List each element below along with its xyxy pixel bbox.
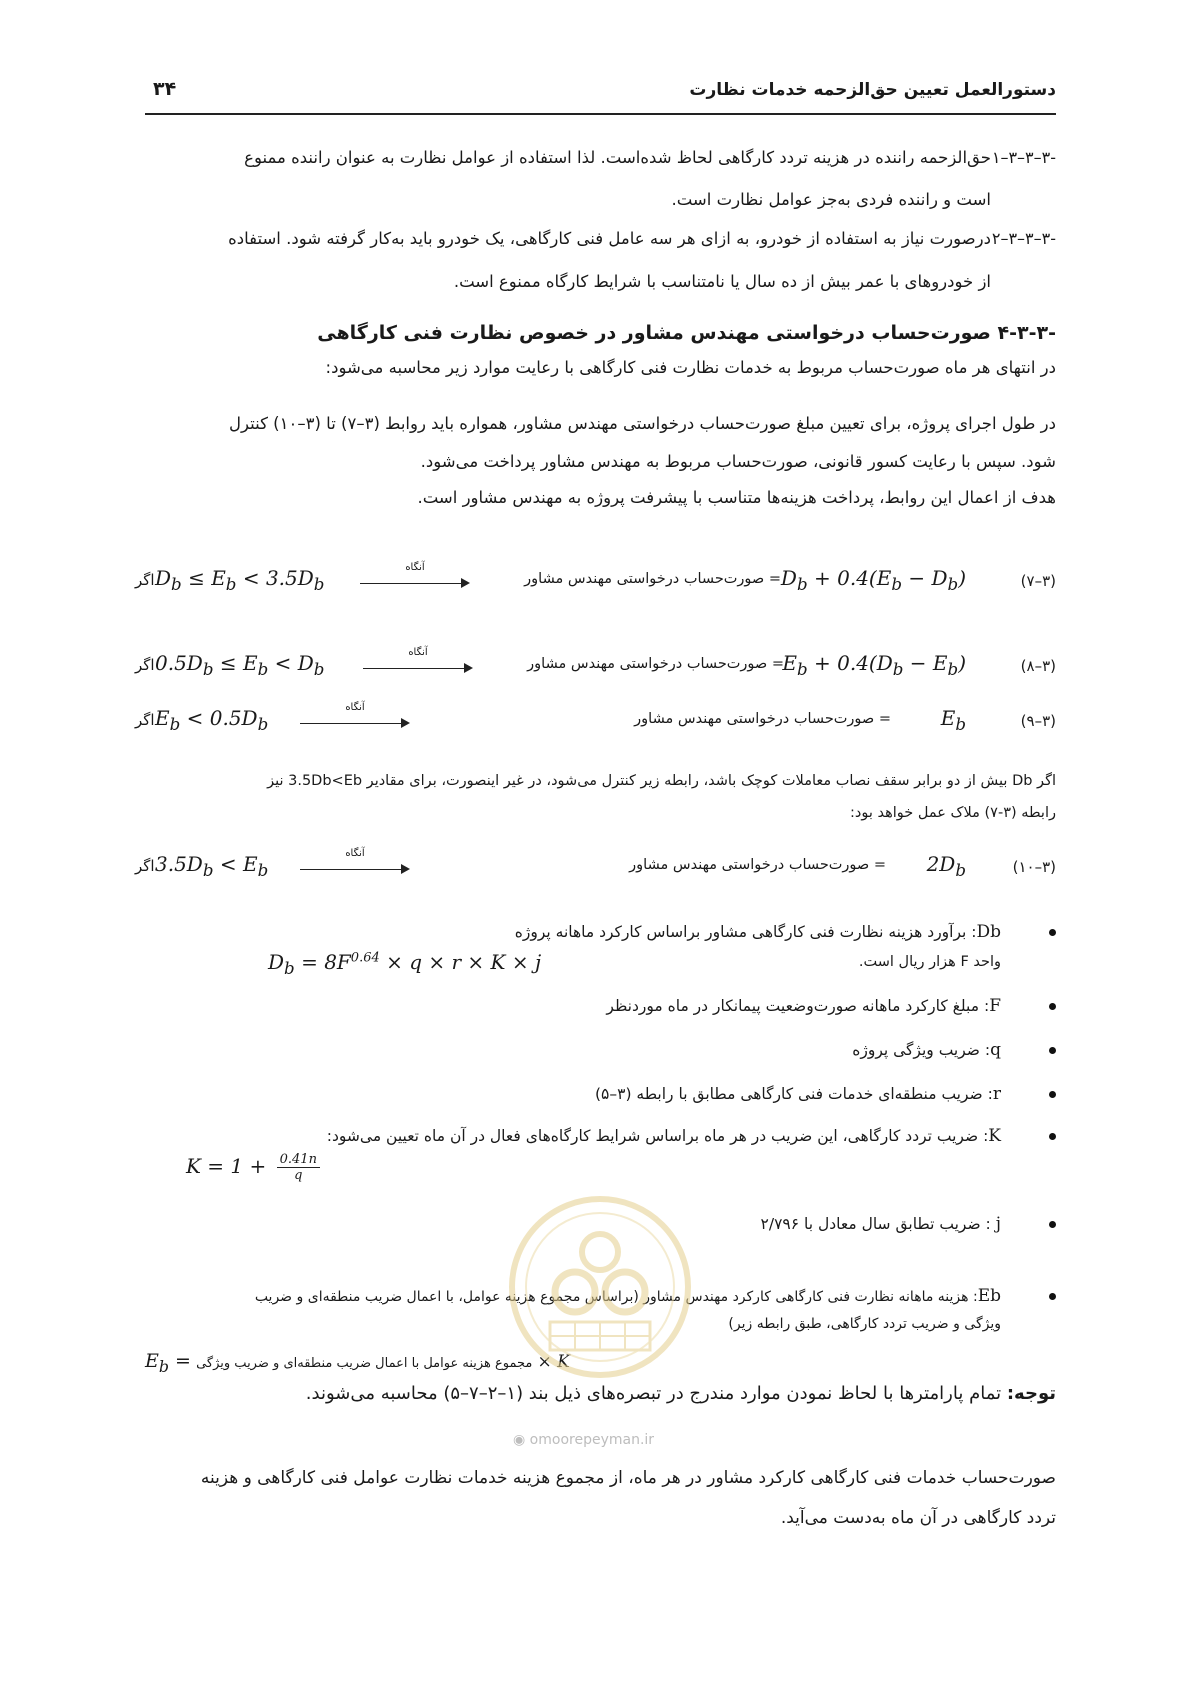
unit-note: واحد F هزار ریال است. xyxy=(858,954,1001,970)
formula-k-lhs: K = 1 + xyxy=(186,1154,273,1178)
item-number: ۱–۳–۳–۳- xyxy=(991,148,1056,167)
then-arrow xyxy=(300,702,410,738)
definition-text: : ضریب تردد کارگاهی، این ضریب در هر ماه براساس شرایط کارگاه‌های فعال در آن ماه تعیین می‌شود: xyxy=(326,1127,989,1145)
if-label: اگر xyxy=(135,571,155,589)
equation-number: (۳–۸) xyxy=(1020,657,1056,675)
definition-text: : ضریب تطابق سال معادل با ۲/۷۹۶ xyxy=(760,1215,996,1233)
formula-db: $D_b = 8F^{0.64} \times q \times r \times K \times j$ xyxy=(268,950,542,978)
symbol-name: F xyxy=(989,996,1001,1016)
symbol-name: Eb xyxy=(977,1286,1001,1306)
arrow-label: آنگاه xyxy=(345,702,365,713)
formula-eb-lhs: $E_b$ = xyxy=(145,1350,191,1376)
definition-text-continued: ویژگی و ضریب تردد کارگاهی، طبق رابطه زیر) xyxy=(728,1316,1001,1332)
bullet-icon xyxy=(1049,929,1056,936)
section-number: ۴-۳-۳- xyxy=(997,322,1056,344)
bullet-icon xyxy=(1049,1047,1056,1054)
note-label: توجه: xyxy=(1006,1383,1056,1404)
equation-row xyxy=(135,647,1056,687)
item-text-continued: از خودروهای با عمر بیش از ده سال یا نامتناسب با شرایط کارگاه ممنوع است. xyxy=(453,272,991,291)
item-text: حق‌الزحمه راننده در هزینه تردد کارگاهی لحاظ شده‌است. لذا استفاده از عوامل نظارت به عنوان راننده ممنوع xyxy=(244,148,991,167)
definition-item xyxy=(136,1034,1056,1066)
paragraph: شود. سپس با رعایت کسور قانونی، صورت‌حساب مربوط به مهندس مشاور پرداخت می‌شود. xyxy=(420,452,1056,471)
then-arrow xyxy=(360,562,470,598)
bullet-icon xyxy=(1049,1091,1056,1098)
if-label: اگر xyxy=(135,656,155,674)
then-arrow xyxy=(300,848,410,884)
equation-condition: $D_b \le E_b < 3.5D_b$ xyxy=(155,566,325,594)
equation-number: (۳–۹) xyxy=(1020,712,1056,730)
equation-label: = صورت‌حساب درخواستی مهندس مشاور xyxy=(527,656,784,672)
definition-item xyxy=(136,1078,1056,1110)
item-text-continued: است و راننده فردی به‌جز عوامل نظارت است. xyxy=(671,190,991,209)
equation-rhs: $2D_b$ xyxy=(926,852,966,880)
definition-text: : هزینه ماهانه نظارت فنی کارگاهی کارکرد مهندس مشاور (براساس مجموع هزینه عوامل، با اعمال ضریب منطقه‌ای و ضریب xyxy=(254,1289,978,1305)
then-arrow xyxy=(363,647,473,683)
equation-rhs: $E_b + 0.4(D_b - E_b)$ xyxy=(782,651,966,679)
fraction-numerator: 0.41n xyxy=(277,1152,320,1168)
closing-paragraph: تردد کارگاهی در آن ماه به‌دست می‌آید. xyxy=(780,1508,1056,1528)
bullet-icon xyxy=(1049,1221,1056,1228)
symbol-name: Db xyxy=(976,922,1001,942)
watermark-url: ◉ omoorepeyman.ir xyxy=(513,1432,655,1448)
section-title: صورت‌حساب درخواستی مهندس مشاور در خصوص نظارت فنی کارگاهی xyxy=(317,322,991,344)
bullet-icon xyxy=(1049,1133,1056,1140)
formula-k xyxy=(186,1152,320,1183)
definition-text: : ضریب منطقه‌ای خدمات فنی کارگاهی مطابق با رابطه (۳–۵) xyxy=(594,1085,993,1103)
watermark-seal xyxy=(505,1192,695,1422)
formula-eb-text: مجموع هزینه عوامل با اعمال ضریب منطقه‌ای و ضریب ویژگی xyxy=(196,1356,533,1371)
definition-text: : مبلغ کارکرد ماهانه صورت‌وضعیت پیمانکار در ماه موردنظر xyxy=(606,997,990,1015)
equation-label: = صورت‌حساب درخواستی مهندس مشاور xyxy=(629,857,886,873)
page-header-title: دستورالعمل تعیین حق‌الزحمه خدمات نظارت xyxy=(689,80,1056,100)
bullet-icon xyxy=(1049,1293,1056,1300)
arrow-label: آنگاه xyxy=(345,848,365,859)
equation-row xyxy=(135,848,1056,888)
symbol-name: q xyxy=(990,1040,1001,1060)
arrow-label: آنگاه xyxy=(408,647,428,658)
equation-row xyxy=(135,562,1056,602)
definition-text: : برآورد هزینه نظارت فنی کارگاهی مشاور براساس کارکرد ماهانه پروژه xyxy=(514,923,977,941)
definition-item xyxy=(136,990,1056,1022)
fraction-denominator: q xyxy=(294,1168,303,1183)
equation-condition: $3.5D_b < E_b$ xyxy=(155,852,269,880)
note-db-line: رابطه (۳-۷) ملاک عمل خواهد بود: xyxy=(850,805,1056,821)
symbol-name: r xyxy=(992,1084,1001,1104)
watermark-url-text: omoorepeyman.ir xyxy=(529,1432,655,1448)
header-divider xyxy=(145,113,1056,115)
symbol-name: j xyxy=(995,1214,1001,1234)
if-label: اگر xyxy=(135,711,155,729)
equation-label: = صورت‌حساب درخواستی مهندس مشاور xyxy=(524,571,781,587)
equation-number: (۳–۷) xyxy=(1020,572,1056,590)
closing-paragraph: صورت‌حساب خدمات فنی کارگاهی کارکرد مشاور در هر ماه، از مجموع هزینه خدمات نظارت عوامل فنی کارگاهی و هزینه xyxy=(200,1468,1056,1488)
paragraph: در طول اجرای پروژه، برای تعیین مبلغ صورت‌حساب درخواستی مهندس مشاور، همواره باید روابط (۳–۷) تا (۳–۱۰) کنترل xyxy=(229,414,1056,433)
equation-condition: $0.5D_b \le E_b < D_b$ xyxy=(155,651,325,679)
definition-text: : ضریب ویژگی پروژه xyxy=(852,1041,991,1059)
definition-item xyxy=(136,916,1056,948)
item-number: ۲–۳–۳–۳- xyxy=(991,229,1056,248)
paragraph: هدف از اعمال این روابط، پرداخت هزینه‌ها متناسب با پیشرفت پروژه به مهندس مشاور است. xyxy=(417,488,1056,507)
item-text: درصورت نیاز به استفاده از خودرو، به ازای هر سه عامل فنی کارگاهی، یک خودرو باید به‌کار گرفته شود. استفاده xyxy=(228,229,991,248)
definition-item xyxy=(136,1120,1056,1152)
section-intro: در انتهای هر ماه صورت‌حساب مربوط به خدمات نظارت فنی کارگاهی با رعایت موارد زیر محاسبه می‌شود: xyxy=(325,358,1056,377)
equation-condition: $E_b < 0.5D_b$ xyxy=(155,706,269,734)
formula-eb-times: × K xyxy=(537,1352,570,1372)
equation-rhs: $D_b + 0.4(E_b - D_b)$ xyxy=(780,566,966,594)
note-text: تمام پارامترها با لحاظ نمودن موارد مندرج در تبصره‌های ذیل بند (۱–۲–۷–۵) محاسبه می‌شوند. xyxy=(305,1383,1007,1404)
equation-row xyxy=(135,702,1056,742)
if-label: اگر xyxy=(135,857,155,875)
note-db-line: اگر Db بیش از دو برابر سقف نصاب معاملات کوچک باشد، رابطه زیر کنترل می‌شود، در غیر اینصورت، برای مقادیر 3.5Db<Eb نیز xyxy=(267,773,1056,789)
section-heading xyxy=(317,322,1056,344)
equation-label: = صورت‌حساب درخواستی مهندس مشاور xyxy=(634,711,891,727)
equation-rhs: $E_b$ xyxy=(940,706,966,734)
page-number: ۳۴ xyxy=(153,78,177,100)
equation-number: (۳–۱۰) xyxy=(1012,858,1056,876)
symbol-name: K xyxy=(988,1126,1001,1146)
bullet-icon xyxy=(1049,1003,1056,1010)
arrow-label: آنگاه xyxy=(405,562,425,573)
